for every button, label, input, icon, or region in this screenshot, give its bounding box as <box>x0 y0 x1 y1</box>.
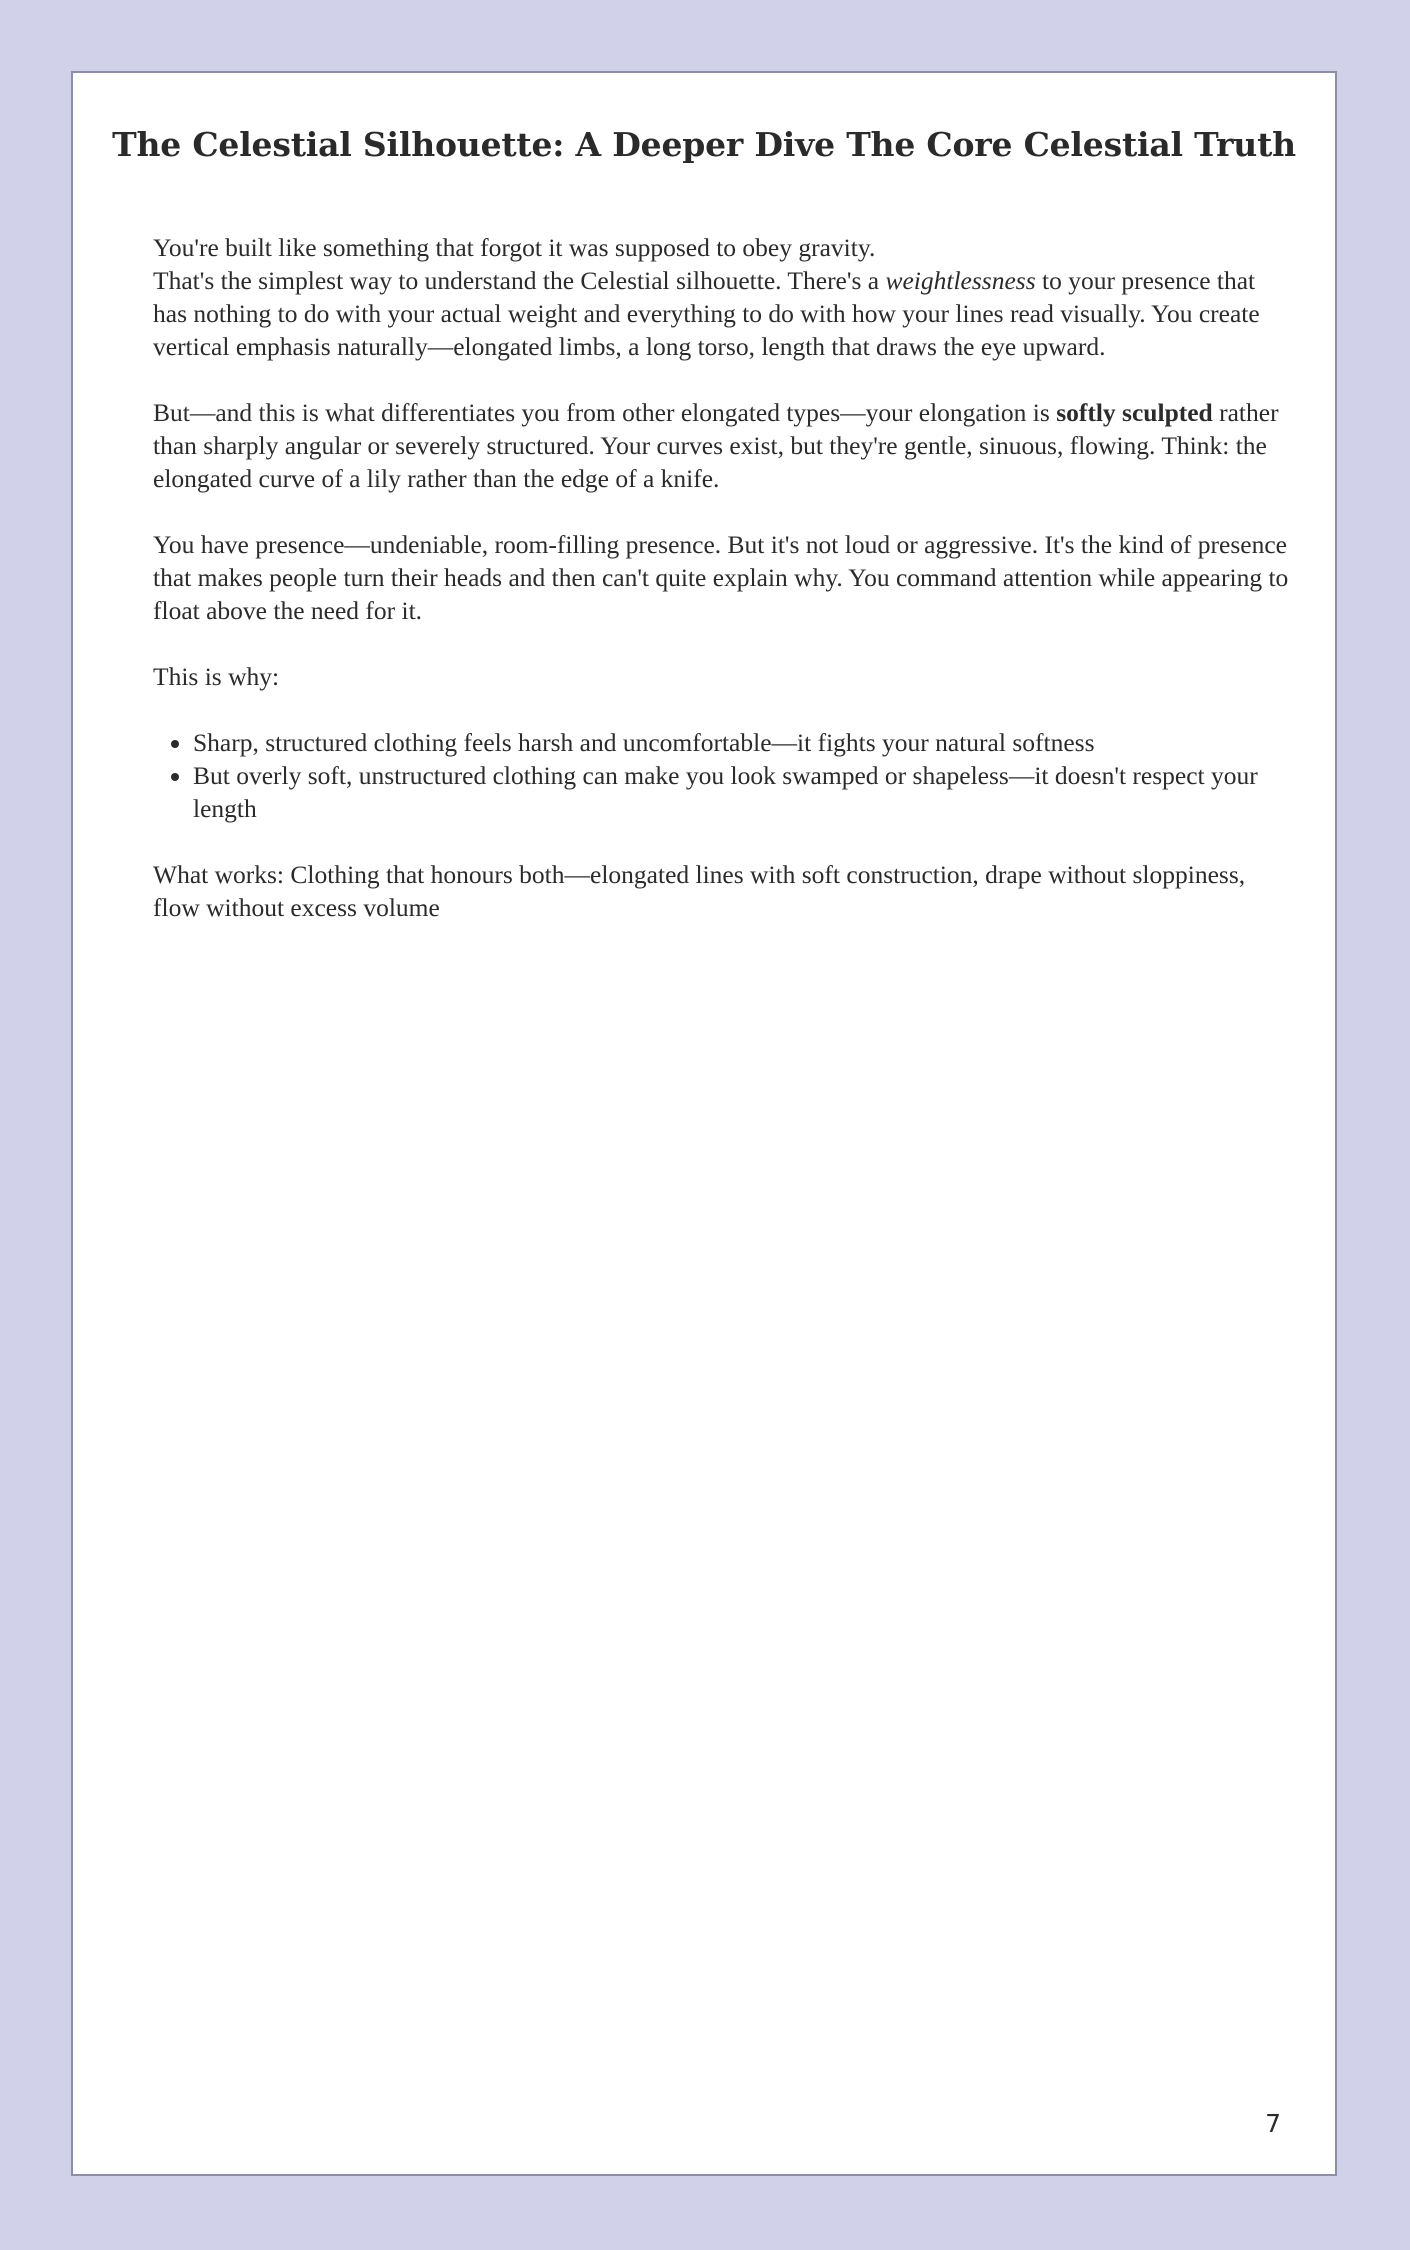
paragraph-intro <box>153 231 1293 363</box>
intro-italic-weightlessness: weightlessness <box>885 266 1036 295</box>
elongation-text-start: But—and this is what differentiates you from other elongated types—your elongation is <box>153 398 1057 427</box>
page-title: The Celestial Silhouette: A Deeper Dive The Core Celestial Truth <box>112 125 1296 164</box>
paragraph-this-is-why: This is why: <box>153 662 280 691</box>
reasons-list <box>153 726 1293 825</box>
intro-text-end: to your presence that has nothing to do with your actual weight and everything to do with how your lines read visually. You create vertical emphasis naturally—elongated limbs, a long torso, length that draws the eye upward. <box>153 266 1260 361</box>
list-item: • But overly soft, unstructured clothing can make you look swamped or shapeless—it doesn't respect your length <box>193 759 1293 825</box>
intro-line: You're built like something that forgot it was supposed to obey gravity. <box>153 233 876 262</box>
elongation-bold-softly-sculpted: softly sculpted <box>1056 398 1213 427</box>
page-number: 7 <box>1265 2109 1281 2138</box>
document-page <box>71 71 1337 2176</box>
paragraph-what-works: What works: Clothing that honours both—elongated lines with soft construction, drape without sloppiness, flow without excess volume <box>153 860 1246 922</box>
paragraph-elongation <box>153 396 1293 495</box>
elongation-text-end: rather than sharply angular or severely structured. Your curves exist, but they're gentle, sinuous, flowing. Think: the elongated curve of a lily rather than the edge of a knife. <box>153 398 1279 493</box>
body-text <box>153 231 1293 957</box>
paragraph-presence: You have presence—undeniable, room-filling presence. But it's not loud or aggressive. It's the kind of presence that makes people turn their heads and then can't quite explain why. You command attention while appearing to float above the need for it. <box>153 530 1289 625</box>
intro-text-start: That's the simplest way to understand the Celestial silhouette. There's a <box>153 266 886 295</box>
list-item: • Sharp, structured clothing feels harsh and uncomfortable—it fights your natural softness <box>193 726 1293 759</box>
